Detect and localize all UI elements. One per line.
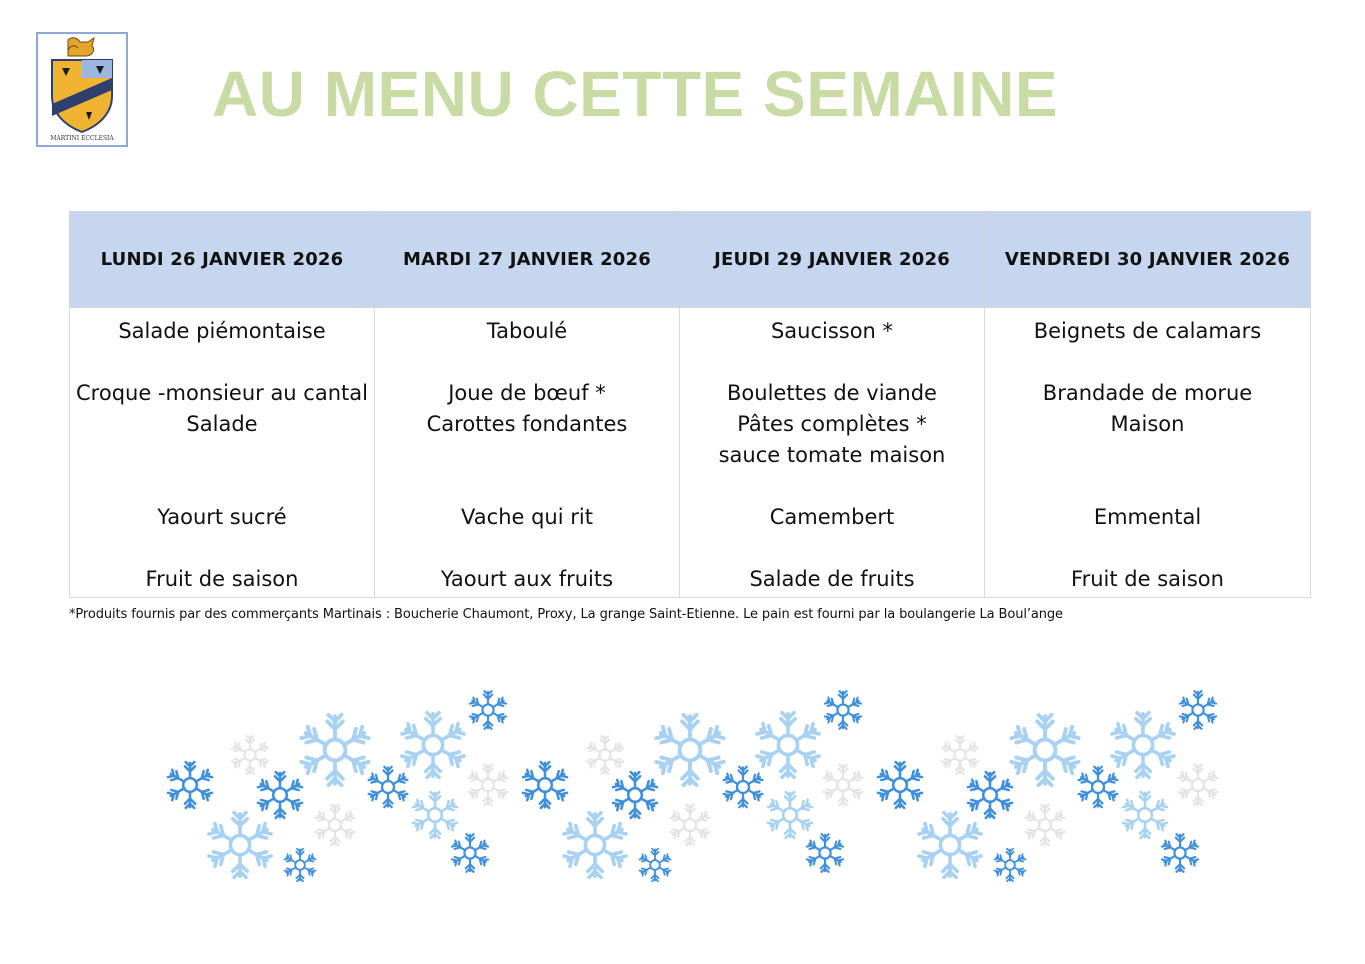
snowflake-icon xyxy=(823,765,863,806)
main-dish: Brandade de morue xyxy=(1042,381,1253,405)
day-menu-cell xyxy=(375,308,680,598)
cheese: Emmental xyxy=(1093,505,1202,529)
snowflake-icon xyxy=(452,834,489,872)
day-heading: JEUDI 29 JANVIER 2026 xyxy=(680,212,985,308)
snowflake-icon xyxy=(918,813,981,878)
page-title: AU MENU CETTE SEMAINE xyxy=(212,58,1059,130)
snowflake-icon xyxy=(284,849,316,881)
snowflake-icon xyxy=(168,762,213,808)
main-side: Salade xyxy=(186,412,258,436)
dessert: Yaourt aux fruits xyxy=(440,567,614,591)
day-menu-cell xyxy=(985,308,1311,598)
snowflake-icon xyxy=(368,767,408,808)
day-heading: VENDREDI 30 JANVIER 2026 xyxy=(985,212,1311,308)
starter: Beignets de calamars xyxy=(1033,319,1262,343)
snowflake-icon xyxy=(1123,792,1168,838)
day-heading: LUNDI 26 JANVIER 2026 xyxy=(70,212,375,308)
snowflake-icon xyxy=(523,762,568,808)
main-dish: Joue de bœuf * xyxy=(448,381,606,405)
snowflake-icon xyxy=(468,765,508,806)
snowflake-decoration xyxy=(150,675,1240,895)
snowflake-icon xyxy=(1025,805,1065,846)
table-row xyxy=(70,308,1311,598)
snowflake-icon xyxy=(413,792,458,838)
main-side: Carottes fondantes xyxy=(426,412,628,436)
snowflake-icon xyxy=(613,772,658,818)
snowflake-icon xyxy=(258,772,303,818)
shield-icon xyxy=(52,60,112,132)
snowflake-icon xyxy=(1162,834,1199,872)
menu-table xyxy=(69,211,1311,598)
main-side: Maison xyxy=(1110,412,1185,436)
snowflake-icon xyxy=(639,849,671,881)
snowflake-icon xyxy=(1180,691,1217,729)
logo-text: MARTINI ECCLESIA xyxy=(50,135,114,142)
starter: Salade piémontaise xyxy=(118,319,326,343)
crest-icon xyxy=(68,38,94,56)
main-side: Pâtes complètes * xyxy=(737,412,927,436)
snowflake-icon xyxy=(1078,767,1118,808)
main-dish: Boulettes de viande xyxy=(727,381,937,405)
snowflake-icon xyxy=(723,767,763,808)
starter: Taboulé xyxy=(486,319,568,343)
snowflake-icon xyxy=(587,736,624,774)
snowflake-icon xyxy=(232,736,269,774)
day-heading: MARDI 27 JANVIER 2026 xyxy=(375,212,680,308)
starter: Saucisson * xyxy=(770,319,894,343)
main-dish: Croque -monsieur au cantal xyxy=(76,381,368,405)
snowflake-icon xyxy=(807,834,844,872)
dessert: Fruit de saison xyxy=(145,567,299,591)
snowflake-icon xyxy=(942,736,979,774)
cheese: Vache qui rit xyxy=(461,505,593,529)
snowflake-icon xyxy=(768,792,813,838)
snowflake-icon xyxy=(656,715,725,785)
snowflake-icon xyxy=(968,772,1013,818)
snowflake-icon xyxy=(756,713,819,778)
snowflake-icon xyxy=(401,713,464,778)
dessert: Salade de fruits xyxy=(749,567,915,591)
footnote: *Produits fournis par des commerçants Martinais : Boucherie Chaumont, Proxy, La grange Saint-Etienne. Le pain est fourni par la boulangerie La Boul’ange xyxy=(69,607,1063,622)
dessert: Fruit de saison xyxy=(1071,567,1224,591)
snowflake-icon xyxy=(563,813,626,878)
cheese: Camembert xyxy=(769,505,895,529)
snowflake-icon xyxy=(1111,713,1174,778)
snowflake-icon xyxy=(208,813,271,878)
logo xyxy=(36,32,128,147)
day-menu-cell xyxy=(680,308,985,598)
snowflake-icon xyxy=(315,805,355,846)
snowflake-icon xyxy=(878,762,923,808)
cheese: Yaourt sucré xyxy=(157,505,287,529)
snowflake-icon xyxy=(1011,715,1080,785)
snowflake-icon xyxy=(994,849,1026,881)
day-menu-cell xyxy=(70,308,375,598)
snowflake-icon xyxy=(825,691,862,729)
snowflake-icon xyxy=(470,691,507,729)
snowflake-icon xyxy=(1178,765,1218,806)
snowflake-icon xyxy=(301,715,370,785)
main-sauce: sauce tomate maison xyxy=(718,443,946,467)
snowflake-icon xyxy=(670,805,710,846)
table-header-row xyxy=(70,212,1311,308)
